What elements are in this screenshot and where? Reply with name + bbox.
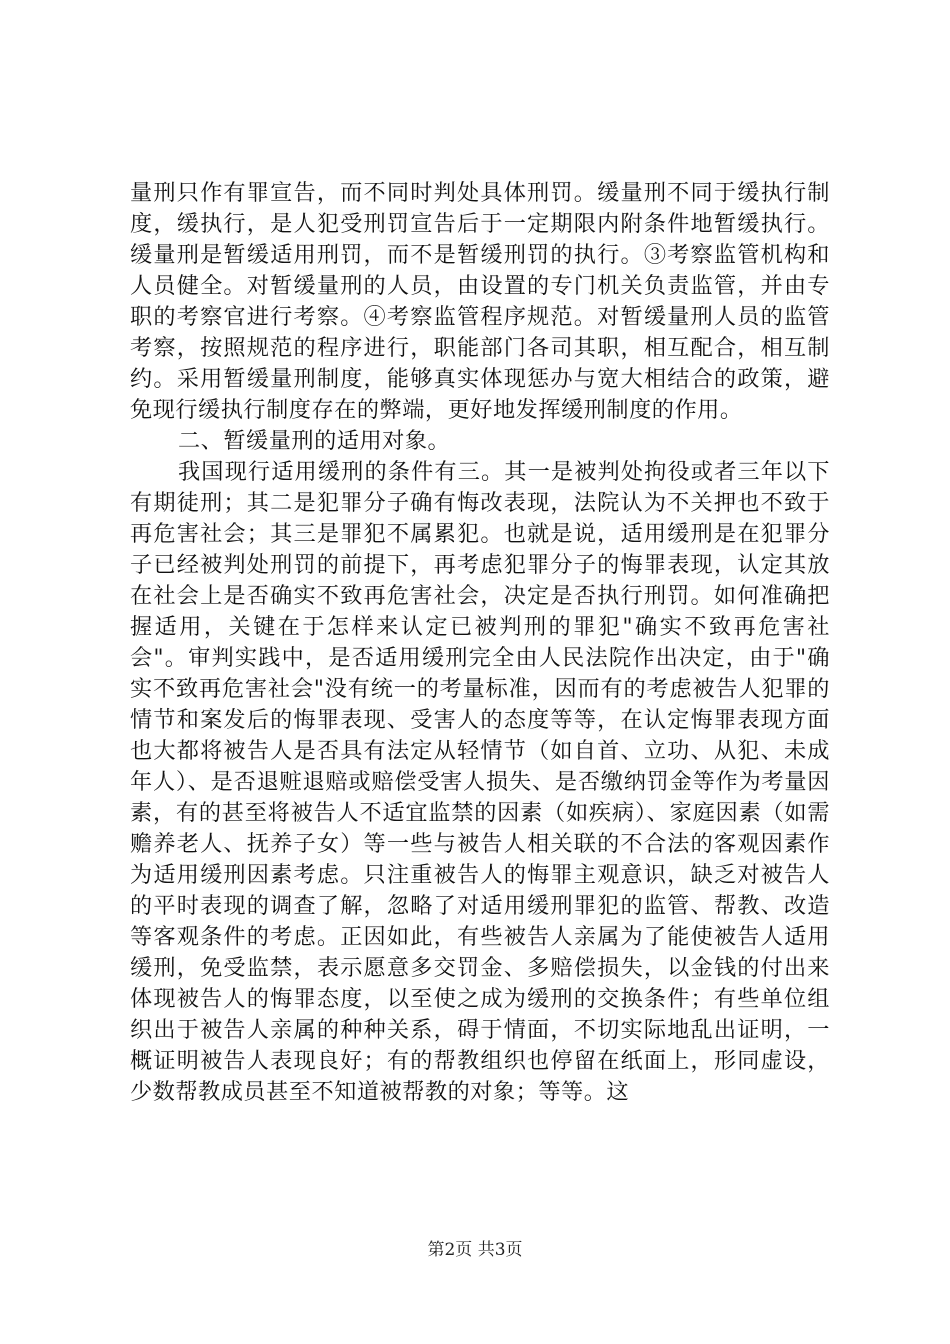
paragraph-continuation: 量刑只作有罪宣告，而不同时判处具体刑罚。缓量刑不同于缓执行制度，缓执行，是人犯受刑罚宣告后于一定期限内附条件地暂缓执行。缓量刑是暂缓适用刑罚，而不是暂缓刑罚的执行。③考察监管机构和人员健全。对暂缓量刑的人员，由设置的专门机关负责监管，并由专职的考察官进行考察。④考察监管程序规范。对暂缓量刑人员的监管考察，按照规范的程序进行，职能部门各司其职，相互配合，相互制约。采用暂缓量刑制度，能够真实体现惩办与宽大相结合的政策，避免现行缓执行制度存在的弊端，更好地发挥缓刑制度的作用。	[130, 180, 830, 423]
page-number-footer: 第2页 共3页	[427, 1240, 523, 1260]
paragraph-body: 我国现行适用缓刑的条件有三。其一是被判处拘役或者三年以下有期徒刑；其二是犯罪分子确有悔改表现，法院认为不关押也不致于再危害社会；其三是罪犯不属累犯。也就是说，适用缓刑是在犯罪分子已经被判处刑罚的前提下，再考虑犯罪分子的悔罪表现，认定其放在社会上是否确实不致再危害社会，决定是否执行刑罚。如何准确把握适用，关键在于怎样来认定已被判刑的罪犯"确实不致再危害社会"。审判实践中，是否适用缓刑完全由人民法院作出决定，由于"确实不致再危害社会"没有统一的考量标准，因而有的考虑被告人犯罪的情节和案发后的悔罪表现、受害人的态度等等，在认定悔罪表现方面也大都将被告人是否具有法定从轻情节（如自首、立功、从犯、未成年人）、是否退赃退赔或赔偿受害人损失、是否缴纳罚金等作为考量因素，有的甚至将被告人不适宜监禁的因素（如疾病）、家庭因素（如需赡养老人、抚养子女）等一些与被告人相关联的不合法的客观因素作为适用缓刑因素考虑。只注重被告人的悔罪主观意识，缺乏对被告人的平时表现的调查了解，忽略了对适用缓刑罪犯的监管、帮教、改造等客观条件的考虑。正因如此，有些被告人亲属为了能使被告人适用缓刑，免受监禁，表示愿意多交罚金、多赔偿损失，以金钱的付出来体现被告人的悔罪态度，以至使之成为缓刑的交换条件；有些单位组织出于被告人亲属的种种关系，碍于情面，不切实际地乱出证明，一概证明被告人表现良好；有的帮教组织也停留在纸面上，形同虚设，少数帮教成员甚至不知道被帮教的对象；等等。这	[130, 459, 830, 1105]
section-heading: 二、暂缓量刑的适用对象。	[178, 428, 451, 454]
document-body	[130, 178, 830, 1108]
